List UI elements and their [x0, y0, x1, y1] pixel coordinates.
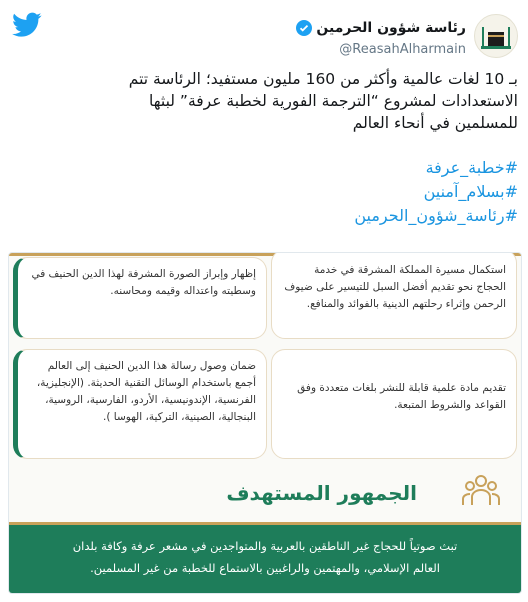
goal-box-4 — [271, 349, 517, 459]
tweet-header — [8, 8, 518, 58]
avatar[interactable] — [474, 14, 518, 58]
goal-text: تقديم مادة علمية قابلة للنشر بلغات متعددة وفق القواعد والشروط المتبعة. — [297, 382, 506, 411]
tweet-line: بـ 10 لغات عالمية وأكثر من 160 مليون مستفيد؛ الرئاسة تتم — [128, 70, 518, 88]
account-handle[interactable]: @ReasahAlharmain — [339, 42, 466, 57]
goal-box-3 — [13, 349, 267, 459]
goal-text: استكمال مسيرة المملكة المشرقة في خدمة الحجاج نحو تقديم أفضل السبل للتيسير على ضيوف الرحمن وإثراء رحلتهم الدينية بالفوائد والمنافع. — [284, 264, 506, 310]
band-line: تبث صوتياً للحجاج غير الناطقين بالعربية والمتواجدين في مشعر عرفة وكافة بلدان — [72, 539, 458, 553]
twitter-bird-icon[interactable] — [12, 12, 42, 38]
tweet-line: للمسلمين في أنحاء العالم — [352, 114, 518, 132]
hashtag-link[interactable]: #بسلام_آمنين — [423, 182, 518, 201]
account-name-text[interactable]: رئاسة شؤون الحرمين — [316, 20, 466, 36]
goal-box-2 — [271, 252, 517, 339]
hashtag-link[interactable]: #رئاسة_شؤون_الحرمين — [354, 206, 518, 225]
kaaba-logo-icon — [475, 15, 517, 57]
goal-box-1 — [13, 257, 267, 339]
infographic-image[interactable] — [8, 252, 522, 594]
tweet-line: الاستعدادات لمشروع “الترجمة الفورية لخطبة عرفة” لبثها — [149, 92, 518, 110]
verified-badge-icon — [296, 20, 312, 36]
goal-text: إظهار وإبراز الصورة المشرفة لهذا الدين الحنيف في وسطيته واعتداله وقيمه ومحاسنه. — [31, 268, 256, 297]
goal-text: ضمان وصول رسالة هذا الدين الحنيف إلى العالم أجمع باستخدام الوسائل التقنية الحديثة. (الإنجليزية، الفرنسية، الإندونيسية، الأردو، الفارسية، الروسية، البنجالية، الصينية، التركية، الهوسا ). — [36, 360, 256, 423]
tweet-text — [10, 68, 518, 228]
band-line: العالم الإسلامي، والمهتمين والراغبين بالاستماع للخطبة من غير المسلمين. — [90, 561, 440, 575]
target-audience-band — [9, 525, 521, 593]
hashtag-list — [10, 156, 518, 228]
audience-group-icon — [461, 471, 501, 511]
account-name[interactable] — [296, 20, 466, 36]
hashtag-link[interactable]: #خطبة_عرفة — [425, 158, 518, 177]
section-title: الجمهور المستهدف — [226, 481, 417, 505]
